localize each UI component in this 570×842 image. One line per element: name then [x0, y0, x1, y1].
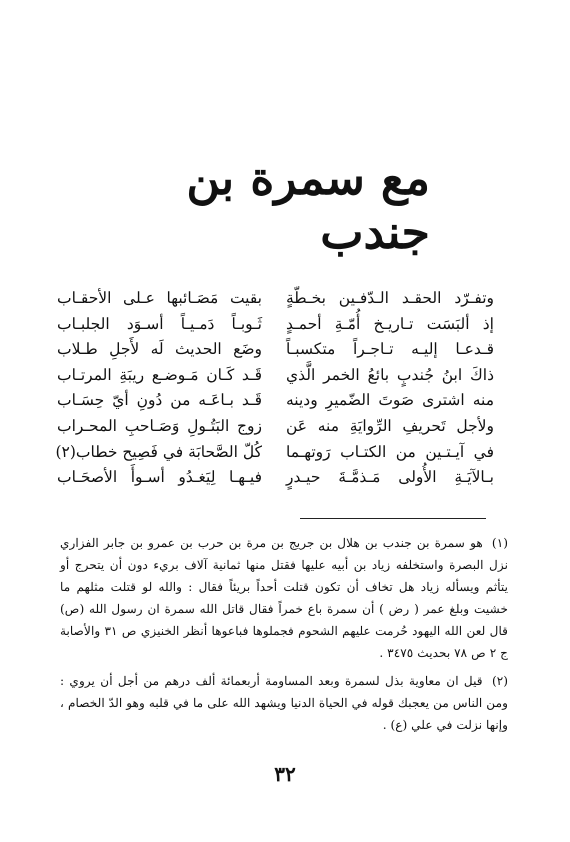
poem-line: ثَـوبـاً دَمـيـاً أسـوَد الجلبـاب [57, 314, 262, 333]
poem-left-column [57, 286, 262, 491]
poem-line: في آيـتـين من الكتـاب رَوتهـما [286, 442, 494, 461]
footnote-1 [60, 532, 508, 664]
poem-line: زوج البَتُـولِ وَصَـاحبِ المحـراب [57, 416, 262, 435]
footnote-text: هو سمرة بن جندب بن هلال بن جريج بن مرة بن حرب بن عمرو بن جابر الفزاري نزل البصرة واستخلفه زياد بن أبيه عليها فقتل منها ثمانية آلاف بريء دون أن يتحرج أو يتأثم ويسأله زياد هل تخاف أن تكون قتلت أحداً بريئاً فقال : والله لو قتلت مثلهم ما خشيت وبلغ عمر ( رض ) أن سمرة باع خمراً فقال قاتل الله سمرة ان رسول الله (ص) قال لعن الله اليهود حُرمت عليهم الشحوم فجملوها فباعوها أنظر الخنيزي ص ٣١ والأصابة ج ٢ ص ٧٨ بحديث ٣٤٧٥ . [60, 536, 508, 660]
footnote-number: (٢) [491, 674, 509, 688]
poem-right-column [286, 286, 494, 491]
poem-line: بقيت مَصَـائبها عـلى الأحقـاب [57, 289, 262, 307]
poem-line: ذاكَ ابنُ جُندبٍ بائعُ الخمر الَّذي [286, 365, 494, 384]
poem-line: قَـد بـاعَـه من دُونِ أيّ حِسَـاب [57, 391, 262, 410]
chapter-title: مع سمرة بن جندب [186, 151, 430, 259]
poem-line: قَـد كَـان مَـوضـع ريبَةِ المرتـاب [57, 365, 262, 384]
footnote-text: قيل ان معاوية بذل لسمرة وبعد المساومة أربعمائة ألف درهم من أجل أن يروي : ومن الناس من يعجبك قوله في الحياة الدنيا ويشهد الله على ما في قلبه وهو الدّ الخصام ، وإنها نزلت في علي (ع) . [60, 674, 508, 732]
poem-line: بـالآيَـةِ الأُولى مَـذمَّـةَ حيـدرٍ [286, 468, 494, 487]
poem-line: وضَع الحديث لَه لأَجلِ طـلاب [57, 340, 262, 359]
footnote-2 [60, 670, 508, 736]
poem-line: وتفـرّد الحقـد الـدّفـين بخـطّةٍ [286, 289, 494, 307]
footnotes [60, 532, 508, 742]
poem-line: إذ ألبَسَت تـاريـخ أُمّـةِ أحمـدٍ [286, 314, 494, 333]
footnote-separator [300, 518, 486, 519]
poem-line: قـدعـا إليـه تـاجـراً متكسبـاً [286, 340, 494, 359]
poem-line: كُلّ الصَّحابَة في فَصِيح خطاب(٢) [55, 442, 262, 461]
footnote-number: (١) [491, 536, 508, 550]
poem-line: ولأجل تَحريفِ الرِّوايَةِ منه عَن [286, 416, 494, 435]
poem-line: منه اشترى صَوتَ الضّميرِ ودينه [286, 391, 494, 410]
page-number: ٣٢ [274, 762, 296, 786]
poem-line: فيـهـا لِيَغـدُو أسـوأَ الأصحَـاب [57, 468, 262, 487]
